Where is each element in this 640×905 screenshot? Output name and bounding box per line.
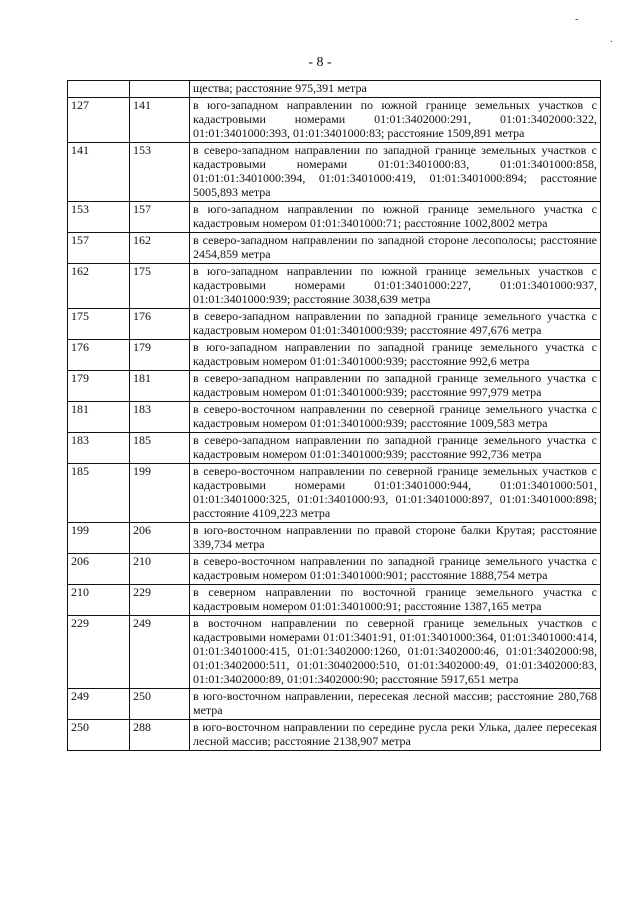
segment-description-cell: в северо-западном направлении по западной границе земельного участка с кадастровым номером 01:01:3401000:939; расстояние 997,979 метра	[190, 371, 601, 402]
table-row	[68, 309, 601, 340]
point-from-cell	[68, 81, 130, 98]
segment-description-cell: в северо-западном направлении по западной границе земельных участков с кадастровыми номерами 01:01:3401000:83, 01:01:3401000:858, 01:01:01:3401000:394, 01:01:3401000:419, 01:01:3401000:894; расстояние 5005,893 метра	[190, 143, 601, 202]
point-from-cell: 250	[68, 720, 130, 751]
page-number: - 8 -	[308, 55, 332, 70]
table-row	[68, 433, 601, 464]
point-to-cell: 249	[130, 616, 190, 689]
point-to-cell: 141	[130, 98, 190, 143]
point-from-cell: 141	[68, 143, 130, 202]
scan-mark: -	[575, 14, 579, 25]
table-row	[68, 98, 601, 143]
scan-mark: .	[610, 34, 613, 45]
table-row	[68, 464, 601, 523]
segment-description-cell: щества; расстояние 975,391 метра	[190, 81, 601, 98]
point-from-cell: 157	[68, 233, 130, 264]
table-row	[68, 81, 601, 98]
point-to-cell: 288	[130, 720, 190, 751]
point-to-cell: 250	[130, 689, 190, 720]
segment-description-cell: в юго-западном направлении по южной границе земельных участков с кадастровыми номерами 01:01:3402000:291, 01:01:3402000:322, 01:01:3401000:393, 01:01:3401000:83; расстояние 1509,891 метра	[190, 98, 601, 143]
point-to-cell: 179	[130, 340, 190, 371]
segment-description-cell: в северо-западном направлении по западной стороне лесополосы; расстояние 2454,859 метра	[190, 233, 601, 264]
point-from-cell: 162	[68, 264, 130, 309]
table-row	[68, 402, 601, 433]
point-from-cell: 175	[68, 309, 130, 340]
table-row	[68, 202, 601, 233]
boundary-table	[67, 80, 601, 751]
table-row	[68, 371, 601, 402]
point-to-cell: 210	[130, 554, 190, 585]
point-to-cell: 153	[130, 143, 190, 202]
table-row	[68, 720, 601, 751]
table-row	[68, 340, 601, 371]
point-to-cell: 229	[130, 585, 190, 616]
point-to-cell: 176	[130, 309, 190, 340]
table-body	[68, 81, 601, 751]
point-from-cell: 249	[68, 689, 130, 720]
point-to-cell: 199	[130, 464, 190, 523]
table-row	[68, 689, 601, 720]
segment-description-cell: в юго-восточном направлении по середине русла реки Улька, далее пересекая лесной массив; расстояние 2138,907 метра	[190, 720, 601, 751]
table-row	[68, 233, 601, 264]
point-to-cell: 162	[130, 233, 190, 264]
point-from-cell: 229	[68, 616, 130, 689]
point-from-cell: 179	[68, 371, 130, 402]
point-to-cell: 175	[130, 264, 190, 309]
point-from-cell: 176	[68, 340, 130, 371]
point-from-cell: 210	[68, 585, 130, 616]
point-to-cell: 181	[130, 371, 190, 402]
point-from-cell: 185	[68, 464, 130, 523]
point-to-cell: 157	[130, 202, 190, 233]
point-from-cell: 153	[68, 202, 130, 233]
table-row	[68, 585, 601, 616]
segment-description-cell: в северном направлении по восточной границе земельного участка с кадастровым номером 01:01:3401000:91; расстояние 1387,165 метра	[190, 585, 601, 616]
segment-description-cell: в северо-западном направлении по западной границе земельного участка с кадастровым номером 01:01:3401000:939; расстояние 497,676 метра	[190, 309, 601, 340]
point-to-cell	[130, 81, 190, 98]
segment-description-cell: в северо-восточном направлении по северной границе земельного участка с кадастровым номером 01:01:3401000:939; расстояние 1009,583 метра	[190, 402, 601, 433]
point-from-cell: 127	[68, 98, 130, 143]
point-from-cell: 206	[68, 554, 130, 585]
segment-description-cell: в юго-восточном направлении по правой стороне балки Крутая; расстояние 339,734 метра	[190, 523, 601, 554]
segment-description-cell: в юго-западном направлении по южной границе земельного участка с кадастровым номером 01:01:3401000:71; расстояние 1002,8002 метра	[190, 202, 601, 233]
point-to-cell: 183	[130, 402, 190, 433]
segment-description-cell: в юго-западном направлении по западной границе земельного участка с кадастровым номером 01:01:3401000:939; расстояние 992,6 метра	[190, 340, 601, 371]
segment-description-cell: в северо-восточном направлении по северной границе земельных участков с кадастровыми номерами 01:01:3401000:944, 01:01:3401000:501, 01:01:3401000:325, 01:01:3401000:93, 01:01:3401000:897, 01:01:3401000:898; расстояние 4109,223 метра	[190, 464, 601, 523]
segment-description-cell: в юго-восточном направлении, пересекая лесной массив; расстояние 280,768 метра	[190, 689, 601, 720]
point-from-cell: 181	[68, 402, 130, 433]
segment-description-cell: в юго-западном направлении по южной границе земельных участков с кадастровыми номерами 01:01:3401000:227, 01:01:3401000:937, 01:01:3401000:939; расстояние 3038,639 метра	[190, 264, 601, 309]
table-row	[68, 523, 601, 554]
table-row	[68, 554, 601, 585]
point-from-cell: 183	[68, 433, 130, 464]
point-to-cell: 185	[130, 433, 190, 464]
table-row	[68, 143, 601, 202]
table-row	[68, 264, 601, 309]
segment-description-cell: в северо-восточном направлении по западной границе земельного участка с кадастровым номером 01:01:3401000:901; расстояние 1888,754 метра	[190, 554, 601, 585]
segment-description-cell: в восточном направлении по северной границе земельных участков с кадастровыми номерами 01:01:3401:91, 01:01:3401000:364, 01:01:3401000:414, 01:01:3401000:415, 01:01:3402000:1260, 01:01:3402000:46, 01:01:3402000:98, 01:01:3402000:511, 01:01:30402000:510, 01:01:3402000:49, 01:01:3402000:83, 01:01:3402000:89, 01:01:3402000:90; расстояние 5917,651 метра	[190, 616, 601, 689]
point-to-cell: 206	[130, 523, 190, 554]
table-row	[68, 616, 601, 689]
segment-description-cell: в северо-западном направлении по западной границе земельного участка с кадастровым номером 01:01:3401000:939; расстояние 992,736 метра	[190, 433, 601, 464]
point-from-cell: 199	[68, 523, 130, 554]
